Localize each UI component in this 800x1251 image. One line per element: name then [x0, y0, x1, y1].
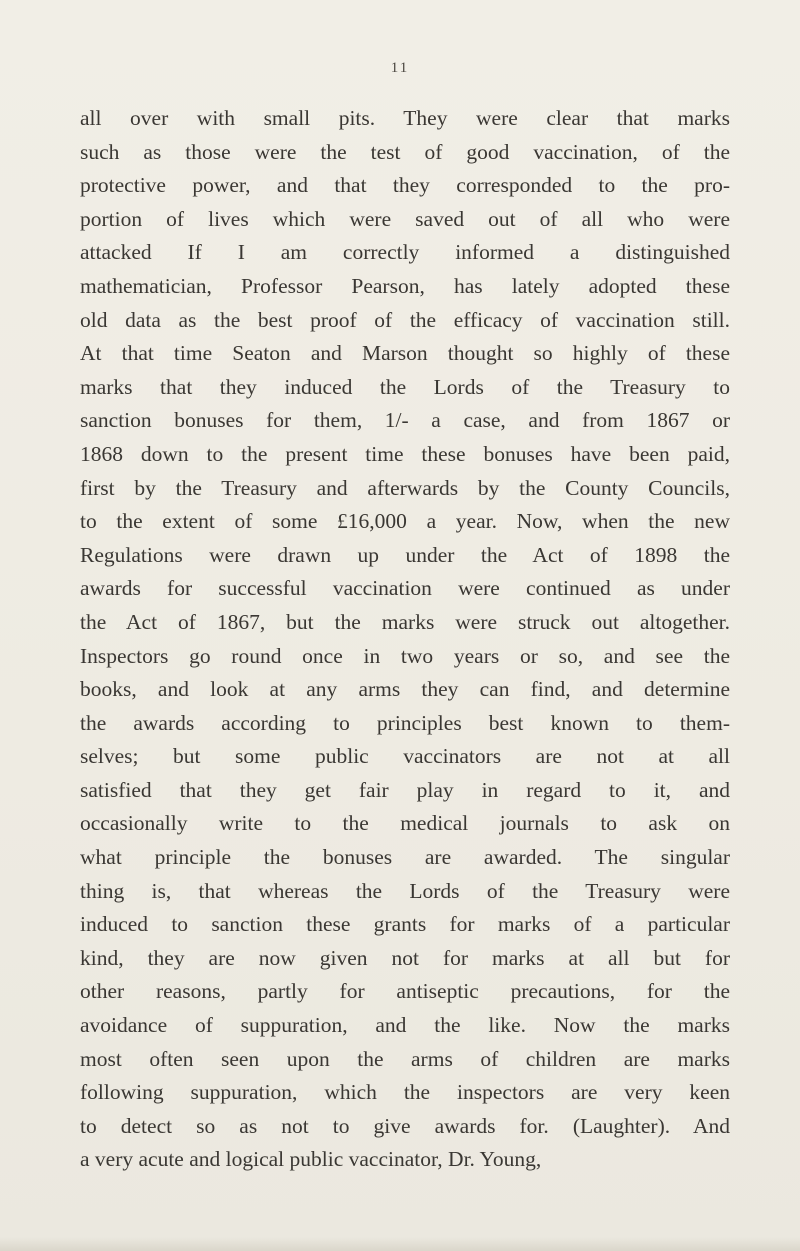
text-line: protective power, and that they corresponded to the pro- [80, 173, 730, 198]
text-line: satisfied that they get fair play in regard to it, and [80, 777, 730, 802]
text-line: most often seen upon the arms of children are marks [80, 1046, 730, 1071]
text-line: first by the Treasury and afterwards by the County Councils, [80, 475, 730, 500]
text-line: following suppuration, which the inspectors are very keen [80, 1080, 730, 1105]
text-line: old data as the best proof of the efficacy of vaccination still. [80, 307, 730, 332]
text-line: the Act of 1867, but the marks were struck out altogether. [80, 609, 730, 634]
text-line: what principle the bonuses are awarded. The singular [80, 845, 730, 870]
text-line: induced to sanction these grants for marks of a particular [80, 912, 730, 937]
text-line: mathematician, Professor Pearson, has lately adopted these [80, 273, 730, 298]
text-line: to the extent of some £16,000 a year. Now, when the new [80, 509, 730, 534]
text-line: occasionally write to the medical journals to ask on [80, 811, 730, 836]
text-line: Regulations were drawn up under the Act of 1898 the [80, 542, 730, 567]
text-line: books, and look at any arms they can find, and determine [80, 677, 730, 702]
text-line: avoidance of suppuration, and the like. Now the marks [80, 1013, 730, 1038]
page-number: 11 [390, 60, 410, 76]
text-line: a very acute and logical public vaccinator, Dr. Young, [80, 1147, 542, 1172]
text-line: marks that they induced the Lords of the Treasury to [80, 374, 730, 399]
text-line: awards for successful vaccination were continued as under [80, 576, 730, 601]
text-line: sanction bonuses for them, 1/- a case, and from 1867 or [80, 408, 730, 433]
text-line: thing is, that whereas the Lords of the Treasury were [80, 878, 730, 903]
body-text [80, 102, 730, 1177]
text-line: selves; but some public vaccinators are not at all [80, 744, 730, 769]
text-line: the awards according to principles best known to them- [80, 710, 730, 735]
text-line: Inspectors go round once in two years or so, and see the [80, 643, 730, 668]
text-line: to detect so as not to give awards for. (Laughter). And [80, 1113, 730, 1138]
text-line: attacked If I am correctly informed a distinguished [80, 240, 730, 265]
text-line: all over with small pits. They were clear that marks [80, 106, 730, 130]
text-line: other reasons, partly for antiseptic precautions, for the [80, 979, 730, 1004]
page-edge-shadow [0, 1237, 800, 1251]
text-line: kind, they are now given not for marks at all but for [80, 945, 730, 970]
text-line: such as those were the test of good vaccination, of the [80, 139, 730, 164]
text-line: At that time Seaton and Marson thought so highly of these [80, 341, 730, 366]
text-line: 1868 down to the present time these bonuses have been paid, [80, 441, 730, 466]
text-line: portion of lives which were saved out of all who were [80, 206, 730, 231]
